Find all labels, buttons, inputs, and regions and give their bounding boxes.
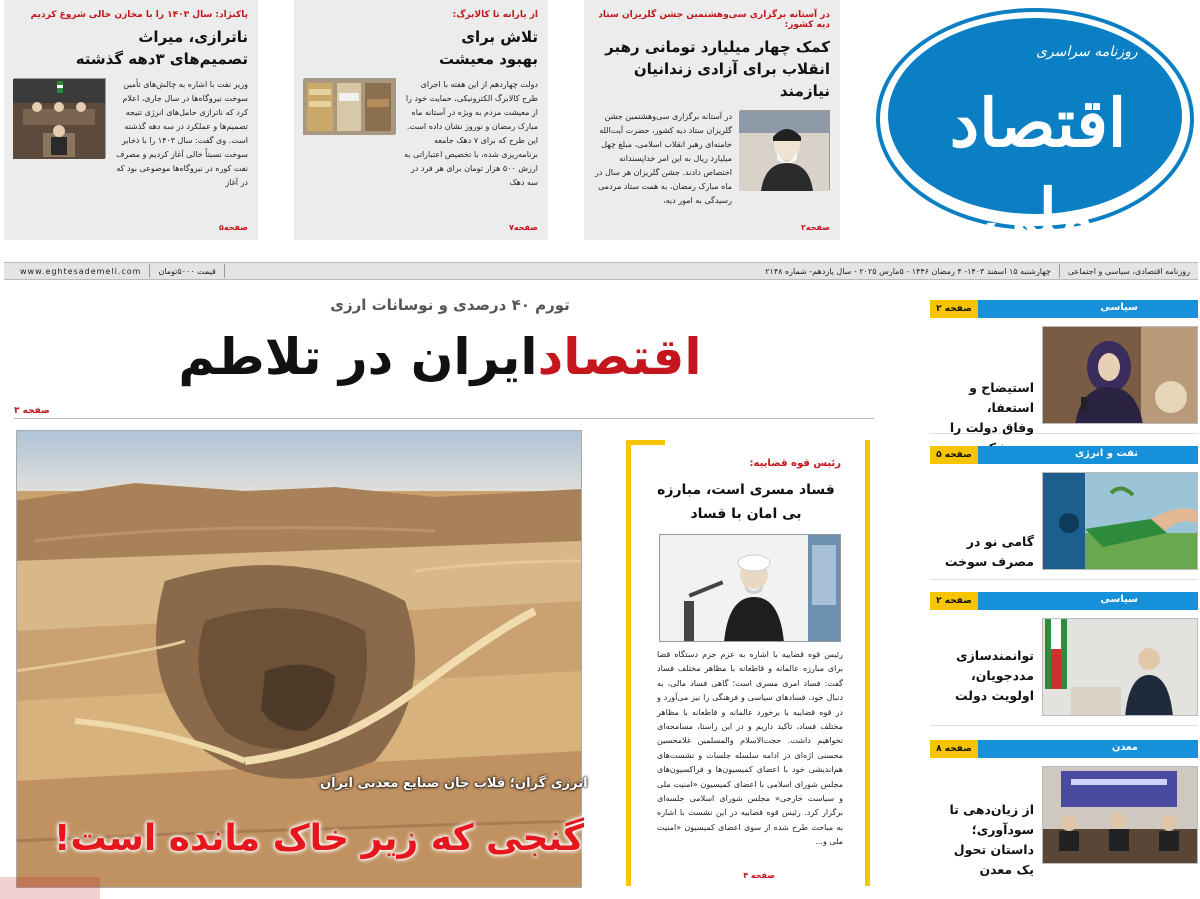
logo-subtitle: روزنامه سراسری bbox=[1036, 44, 1138, 60]
issue-price: قیمت ۵۰۰۰تومان bbox=[158, 266, 216, 276]
divider bbox=[224, 264, 225, 278]
section-page-link[interactable]: صفحه ۲ bbox=[930, 300, 978, 318]
section-bar bbox=[930, 300, 1198, 318]
section-label: سیاسی bbox=[1100, 594, 1138, 605]
story-title-line: فساد مسری است، مبارزه bbox=[657, 482, 835, 498]
teaser-title[interactable] bbox=[594, 36, 830, 102]
story-page-link[interactable]: صفحه ۴ bbox=[743, 871, 775, 880]
section-label: معدن bbox=[1111, 742, 1138, 753]
teaser-title-line: تلاش برای bbox=[461, 28, 538, 46]
story-title[interactable] bbox=[651, 478, 841, 526]
teaser-livelihood[interactable] bbox=[294, 0, 548, 240]
divider bbox=[1059, 264, 1060, 278]
sidebar-headline-line: توانمندسازی bbox=[956, 648, 1034, 663]
newspaper-logo[interactable] bbox=[872, 2, 1198, 252]
teaser-leader-donation[interactable] bbox=[584, 0, 840, 240]
section-bar bbox=[930, 740, 1198, 758]
corner-watermark bbox=[0, 877, 100, 899]
story-body: رئیس قوه قضاییه با اشاره به عزم جزم دستگاه قضا برای مبارزه عالمانه و قاطعانه با مظاهر مختلف فساد گفت: فساد امری مسری است؛ گاهی فساد مالی، به دنبال خود، فسادهای سیاسی و فرهنگی را نیز می‌آورد و در قوه قضاییه با برخورد عالمانه و قاطعانه با مظاهر مختلف فساد، تاکید داریم و در این راستا، مسامحه‌ای نخواهیم داشت. حجت‌الاسلام والمسلمین غلامحسین محسنی اژه‌ای در ادامه سلسله جلسات و نشست‌های هم‌اندیشی خود با اعضای کمیسیون‌ها و فراکسیون‌های مجلس شورای اسلامی با اعضای کمیسیون «امنیت ملی و سیاست خارجی» مجلس شورای اسلامی جلسه‌ای برگزار کرد. رئیس قوه قضاییه در این نشست با اشاره به مباحث طرح شده از سوی اعضای کمیسیون «امنیت ملی و... bbox=[657, 650, 843, 847]
teaser-energy-imbalance[interactable] bbox=[4, 0, 258, 240]
teaser-page-link[interactable]: صفحه۲ bbox=[801, 223, 830, 232]
sidebar-headline[interactable] bbox=[930, 800, 1034, 880]
sidebar-item-mining[interactable] bbox=[930, 740, 1198, 898]
teaser-title-line: کمک چهار میلیارد تومانی رهبر bbox=[605, 38, 830, 56]
section-label: نفت و انرژی bbox=[1074, 448, 1138, 459]
section-bar bbox=[930, 592, 1198, 610]
sidebar-headline-line: گامی نو در bbox=[966, 534, 1034, 549]
section-page-link[interactable]: صفحه ۵ bbox=[930, 446, 978, 464]
photo-caption-big[interactable]: گنجی که زیر خاک مانده است! bbox=[54, 818, 585, 859]
main-headline[interactable] bbox=[150, 322, 730, 392]
grocery-store-photo bbox=[304, 78, 396, 134]
story-kicker: رئیس قوه قضاییه: bbox=[749, 458, 841, 469]
sidebar-item-energy[interactable] bbox=[930, 446, 1198, 580]
sidebar-headline-line: استیضاح و استعفا، bbox=[969, 380, 1034, 415]
sidebar-headline-line: مصرف سوخت bbox=[944, 554, 1034, 569]
divider bbox=[149, 264, 150, 278]
judiciary-chief-photo bbox=[659, 534, 841, 642]
teaser-page-link[interactable]: صفحه۵ bbox=[219, 223, 248, 232]
logo-oval-fill bbox=[876, 8, 1194, 252]
teaser-title-line: انقلاب برای آزادی زندانیان نیازمند bbox=[633, 60, 830, 100]
masthead-info-bar bbox=[4, 262, 1198, 280]
teaser-kicker: از یارانه تا کالابرگ: bbox=[452, 10, 538, 20]
president-speech-photo bbox=[1042, 618, 1198, 716]
teaser-title[interactable] bbox=[14, 26, 248, 70]
teaser-kicker: پاکنژاد: سال ۱۴۰۳ را با مخازن خالی شروع کردیم bbox=[30, 10, 248, 20]
sidebar-headline-line: یک معدن bbox=[979, 862, 1034, 877]
sidebar-headline[interactable] bbox=[930, 532, 1034, 572]
headline-overline: تورم ۴۰ درصدی و نوسانات ارزی bbox=[330, 296, 570, 314]
sidebar-headline-line: از زیان‌دهی تا bbox=[949, 802, 1034, 817]
paper-section: روزنامه اقتصادی، سیاسی و اجتماعی bbox=[1067, 266, 1190, 276]
section-label: سیاسی bbox=[1100, 302, 1138, 313]
teaser-body: دولت چهاردهم از این هفته با اجرای طرح کالابرگ الکترونیکی، حمایت خود را از معیشت مردم به ویژه در آستانه ماه مبارک رمضان و نوروز نشان داده است. این طرح که برای ۷ دهک جامعه برنامه‌ریزی شده، با تخصیص اعتباراتی به ارزش ۵۰۰ هزار تومان برای هر فرد در سه دهک bbox=[404, 80, 538, 187]
leader-photo bbox=[740, 110, 830, 190]
sidebar-headline-line: داستان تحول bbox=[953, 842, 1034, 857]
sidebar-headline-line: وفاق دولت را bbox=[949, 420, 1034, 435]
teaser-page-link[interactable]: صفحه۷ bbox=[509, 223, 538, 232]
sidebar-item-politics-1[interactable] bbox=[930, 300, 1198, 434]
headline-page-link[interactable]: صفحه ۳ bbox=[14, 406, 50, 416]
teaser-title-line: بهبود معیشت bbox=[438, 50, 538, 68]
section-page-link[interactable]: صفحه ۸ bbox=[930, 740, 978, 758]
teaser-title-line: ناترازی، میراث bbox=[138, 28, 248, 46]
parliament-photo bbox=[14, 78, 106, 158]
teaser-body: در آستانه برگزاری سی‌وهشتمین جشن گلریزان ستاد دیه کشور، حضرت آیت‌الله خامنه‌ای رهبر انقلاب اسلامی، مبلغ چهل میلیارد ریال به این امر خداپسندانه اختصاص دادند. جشن گلریزان هر سال در ماه مبارک رمضان، به همت ستاد مردمی رسیدگی به امور دیه، bbox=[595, 112, 732, 205]
teaser-title[interactable] bbox=[304, 26, 538, 70]
teaser-kicker: در آستانه برگزاری سی‌وهشتمین جشن گلریزان ستاد دیه کشور: bbox=[598, 10, 830, 30]
mining-meeting-photo bbox=[1042, 766, 1198, 864]
section-page-link[interactable]: صفحه ۲ bbox=[930, 592, 978, 610]
fuel-nozzle-photo bbox=[1042, 472, 1198, 570]
photo-caption-small: انرژی گران؛ قلاب جان صنایع معدنی ایران bbox=[320, 776, 588, 791]
story-title-line: بی امان با فساد bbox=[690, 506, 802, 522]
sidebar-headline-line: مددجویان، bbox=[970, 668, 1034, 683]
sidebar-headline[interactable] bbox=[930, 646, 1034, 706]
headline-black-part: ایران در تلاطم bbox=[178, 328, 538, 386]
section-bar bbox=[930, 446, 1198, 464]
divider bbox=[14, 418, 874, 419]
headline-red-part: اقتصاد bbox=[537, 328, 702, 386]
sidebar-headline-line: اولویت دولت bbox=[955, 688, 1034, 703]
logo-title: اقتصاد ملی bbox=[949, 84, 1127, 252]
judiciary-story-box[interactable] bbox=[626, 440, 870, 886]
sidebar-item-politics-2[interactable] bbox=[930, 592, 1198, 726]
sidebar-headline-line: سودآوری؛ bbox=[971, 822, 1034, 837]
politician-woman-photo bbox=[1042, 326, 1198, 424]
teaser-title-line: تصمیم‌های ۳دهه گذشته bbox=[75, 50, 248, 68]
logo-inner bbox=[888, 18, 1182, 252]
website-link[interactable]: www.eghtesademeli.com bbox=[20, 266, 142, 276]
teaser-body: وزیر نفت با اشاره به چالش‌های تأمین سوخت نیروگاه‌ها در سال جاری، اعلام کرد که ناترازی حامل‌های انرژی نتیجه تصمیم‌ها و عملکرد در سه دهه گذشته است. وی گفت: سال ۱۴۰۳ را با ذخایر سوخت نسبتاً خالی آغاز کردیم و مصرف نفت کوره در نیروگاه‌ها موضوعی بود که در آغاز bbox=[116, 80, 248, 187]
issue-date: چهارشنبه ۱۵ اسفند ۱۴۰۳- ۴ رمضان ۱۴۴۶ - ۵مارس ۲۰۲۵ - سال یازدهم- شماره ۲۱۴۸ bbox=[765, 266, 1051, 276]
